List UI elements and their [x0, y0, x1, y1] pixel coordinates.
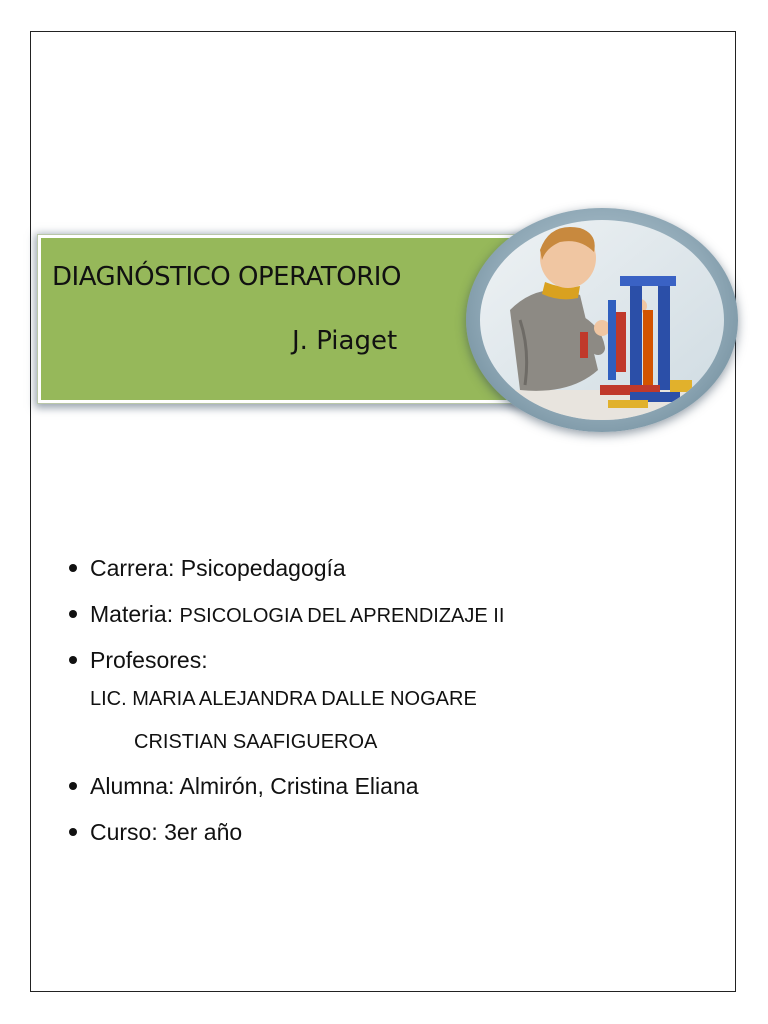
author-name: J. Piaget	[292, 326, 398, 356]
child-blocks-photo	[480, 220, 724, 420]
carrera-value: Psicopedagogía	[180, 555, 346, 581]
alumna-label: Alumna:	[90, 773, 180, 799]
list-item-materia	[66, 594, 504, 640]
list-item-curso	[66, 812, 419, 858]
alumna-value: Almirón, Cristina Eliana	[179, 773, 419, 799]
bullet-icon	[69, 656, 77, 664]
course-info-list-continued	[66, 766, 419, 858]
profesor-1: LIC. MARIA ALEJANDRA DALLE NOGARE	[90, 688, 477, 710]
bullet-icon	[69, 564, 77, 572]
child-blocks-illustration	[480, 220, 724, 420]
materia-value: PSICOLOGIA DEL APRENDIZAJE II	[179, 605, 505, 627]
curso-label: Curso:	[90, 819, 165, 845]
materia-label: Materia:	[90, 601, 180, 627]
bullet-icon	[69, 782, 77, 790]
profesores-label: Profesores:	[90, 647, 208, 673]
profesor-2: CRISTIAN SAAFIGUEROA	[134, 731, 378, 753]
list-item-alumna	[66, 766, 419, 812]
bullet-icon	[69, 828, 77, 836]
list-item-carrera	[66, 548, 504, 594]
carrera-label: Carrera:	[90, 555, 181, 581]
curso-value: 3er año	[164, 819, 243, 845]
bullet-icon	[69, 610, 77, 618]
course-info-list	[66, 548, 504, 686]
document-title: DIAGNÓSTICO OPERATORIO	[52, 262, 401, 292]
list-item-profesores	[66, 640, 504, 686]
